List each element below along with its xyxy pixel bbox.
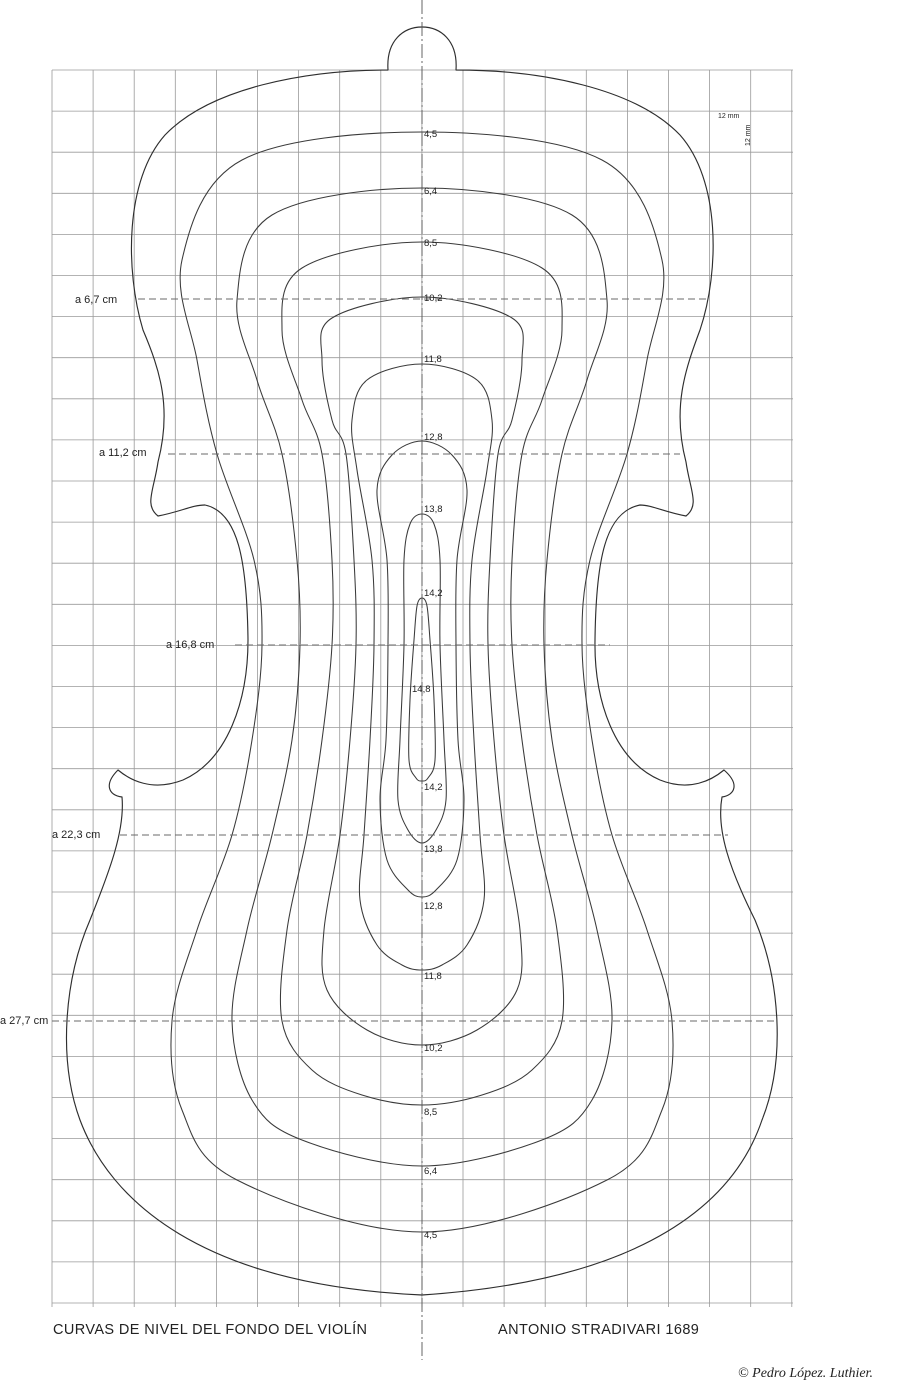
- contour-label-top-2: 6,4: [424, 186, 438, 197]
- contour-label-top-5: 11,8: [424, 354, 442, 365]
- contour-label-top-7: 13,8: [424, 504, 443, 515]
- contour-label-top-1: 4,5: [424, 129, 438, 140]
- grid-scale-vertical: 12 mm: [745, 124, 752, 146]
- contour-label-peak: 14,8: [412, 684, 431, 695]
- contour-label-bottom-4: 11,8: [424, 971, 442, 982]
- contour-label-bottom-3: 12,8: [424, 901, 443, 912]
- section-label-3: a 16,8 cm: [166, 639, 215, 651]
- section-labels: [0, 294, 214, 1027]
- copyright-credit: © Pedro López. Luthier.: [738, 1366, 873, 1381]
- contour-label-top-6: 12,8: [424, 432, 443, 443]
- contour-label-top-3: 8,5: [424, 238, 438, 249]
- diagram-author: ANTONIO STRADIVARI 1689: [498, 1322, 700, 1338]
- section-label-4: a 22,3 cm: [52, 829, 101, 841]
- section-label-5: a 27,7 cm: [0, 1015, 49, 1027]
- contour-labels: [412, 129, 443, 1241]
- contour-label-bottom-8: 4,5: [424, 1230, 438, 1241]
- diagram-title: CURVAS DE NIVEL DEL FONDO DEL VIOLÍN: [53, 1322, 368, 1338]
- grid-scale-horizontal: 12 mm: [718, 113, 740, 120]
- contour-label-top-8: 14,2: [424, 588, 443, 599]
- section-label-2: a 11,2 cm: [99, 447, 147, 459]
- section-lines: [52, 299, 778, 1021]
- contour-label-bottom-7: 6,4: [424, 1166, 438, 1177]
- contour-label-bottom-1: 14,2: [424, 782, 443, 793]
- contour-label-top-4: 10,2: [424, 293, 443, 304]
- contour-label-bottom-6: 8,5: [424, 1107, 438, 1118]
- contour-label-bottom-5: 10,2: [424, 1043, 443, 1054]
- contour-label-bottom-2: 13,8: [424, 844, 443, 855]
- section-label-1: a 6,7 cm: [75, 294, 118, 306]
